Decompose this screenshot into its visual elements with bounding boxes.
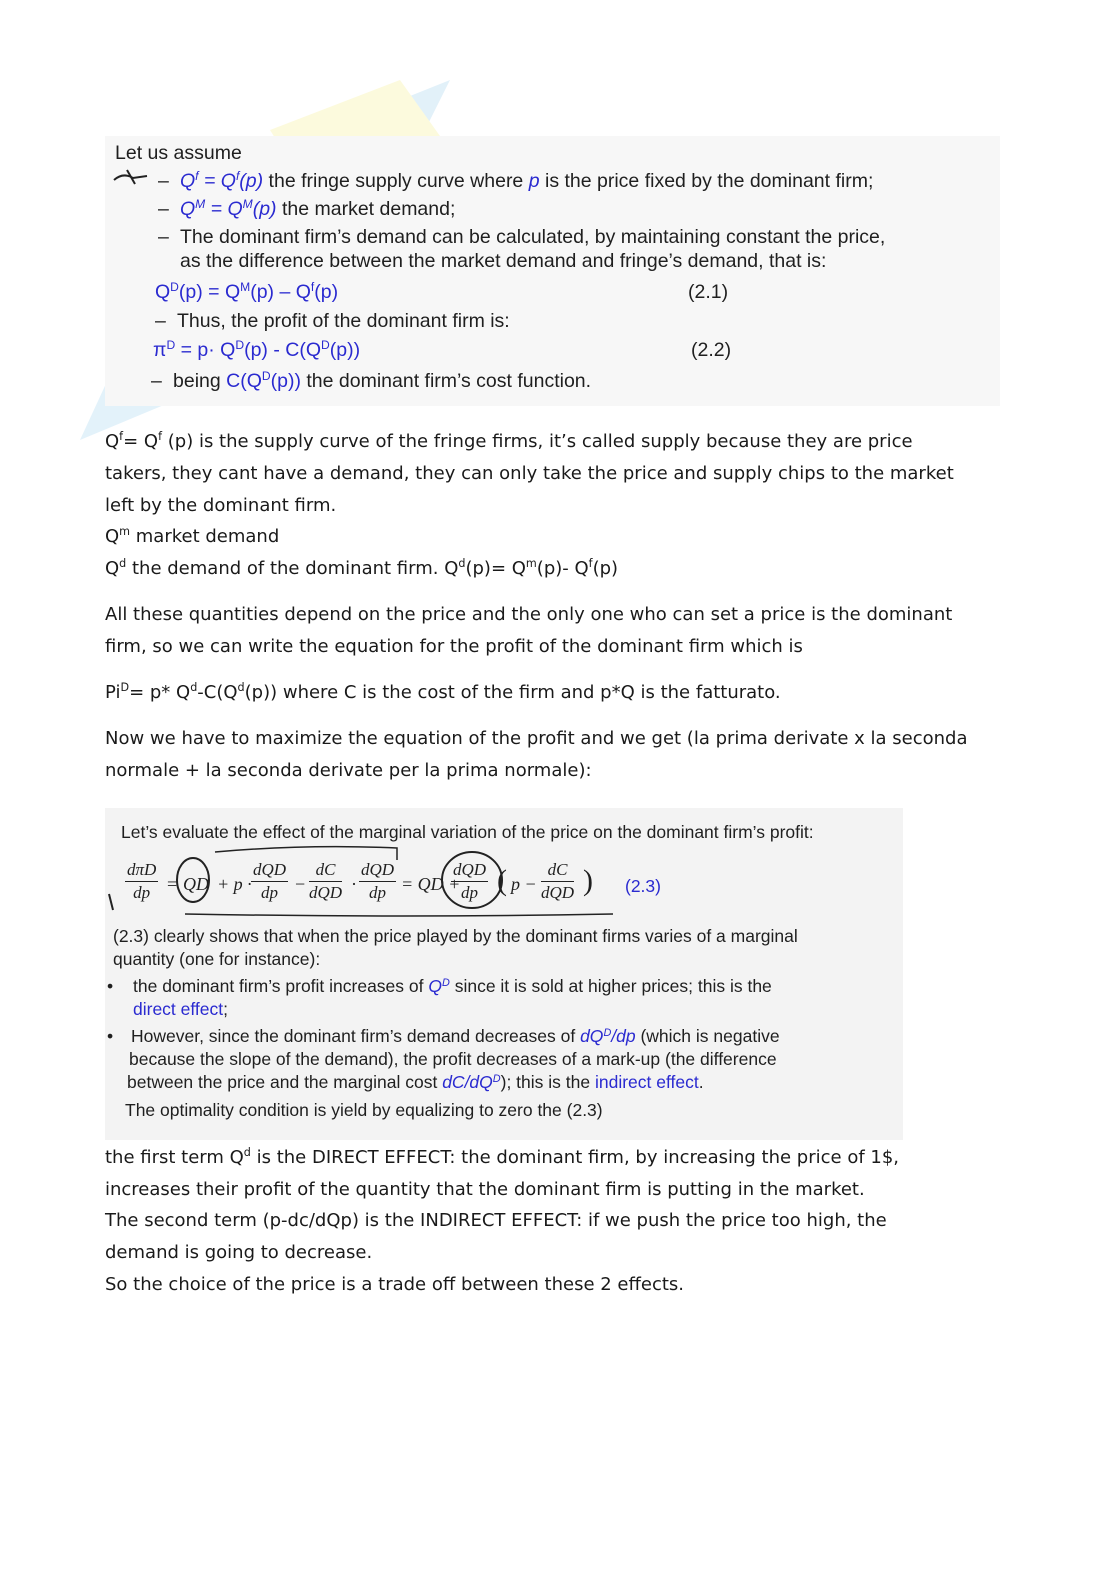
slide-excerpt-marginal-variation	[105, 808, 903, 1140]
slide-intro: Let us assume	[115, 142, 242, 164]
note-line: normale + la seconda derivate per la prima normale):	[105, 760, 592, 781]
formula-q-term: QD	[183, 874, 209, 894]
equation-2-2: $\pi^D = p\cdot Q^D(p) - C(Q^D(p))$	[153, 338, 361, 361]
formula-2-3-number: (2.3)	[625, 876, 661, 896]
bullet-indirect-effect: • However, since the dominant firm’s demand decreases of $dQ^D/dp$ (which is negative	[107, 1026, 780, 1046]
assumption-market-demand: – $Q^M = Q^M(p)$ the market demand;	[158, 197, 456, 220]
note-line: demand is going to decrease.	[105, 1242, 373, 1263]
slide2-explanation-cont: quantity (one for instance):	[113, 949, 321, 969]
formula-term-dqdp: dQD dp	[253, 860, 287, 902]
note-fringe-supply: $Q^f= Q^f$ (p) is the supply curve of the fringe firms, it’s called supply because they are price	[105, 430, 913, 452]
slide-excerpt-assumptions	[105, 136, 1000, 406]
profit-intro: – Thus, the profit of the dominant firm is:	[155, 310, 510, 332]
bullet-indirect-effect-cont2: between the price and the marginal cost $dC/dQ^D$); this is the indirect effect.	[127, 1072, 704, 1092]
note-direct-effect: the first term $Q^d$ is the DIRECT EFFECT: the dominant firm, by increasing the price of 1$,	[105, 1146, 900, 1168]
note-line: takers, they cant have a demand, they can only take the price and supply chips to the market	[105, 463, 954, 484]
equation-2-2-number: (2.2)	[691, 339, 732, 361]
note-line: increases their profit of the quantity that the dominant firm is putting in the market.	[105, 1179, 865, 1200]
optimality-condition: The optimality condition is yield by equalizing to zero the (2.3)	[125, 1100, 603, 1120]
note-dominant-demand: $Q^d$ the demand of the dominant firm. $Q^d(p)= Q^m(p)-$ $Q^f(p)$	[105, 557, 619, 579]
note-line: firm, so we can write the equation for the profit of the dominant firm which is	[105, 636, 803, 657]
cost-function-line: – being $C(Q^D(p))$ the dominant firm’s cost function.	[151, 369, 592, 392]
formula-equals-q: = QD +	[401, 874, 461, 894]
bullet-direct-effect: • the dominant firm’s profit increases of $Q^D$ since it is sold at higher prices; this is the	[107, 976, 772, 996]
bullet-direct-effect-cont: direct effect;	[133, 999, 229, 1019]
formula-term-dcdq-2: dC dQD	[541, 860, 575, 902]
note-line: All these quantities depend on the price and the only one who can set a price is the dominant	[105, 604, 953, 625]
assumption-dominant-demand-cont: as the difference between the market demand and fringe’s demand, that is:	[180, 250, 827, 272]
formula-p-minus: p −	[511, 874, 537, 894]
handwritten-arrow-icon	[111, 166, 151, 188]
slide2-explanation: (2.3) clearly shows that when the price played by the dominant firms varies of a marginal	[113, 926, 798, 946]
formula-lhs: dπD dp	[127, 860, 157, 902]
formula-term-dqdp-2: dQD dp	[361, 860, 395, 902]
note-line: left by the dominant firm.	[105, 495, 337, 516]
assumption-fringe-supply: – $Q^f = Q^f(p)$ the fringe supply curve where p is the price fixed by the dominant firm;	[158, 169, 874, 192]
note-market-demand: $Q^m$ market demand	[105, 525, 280, 547]
note-line: Now we have to maximize the equation of the profit and we get (la prima derivate x la seconda	[105, 728, 968, 749]
equation-2-1: $Q^D(p) = Q^M(p) - Q^f(p)$	[155, 280, 339, 303]
assumption-dominant-demand: – The dominant firm’s demand can be calculated, by maintaining constant the price,	[158, 226, 886, 248]
formula-equals: =	[167, 874, 178, 894]
formula-minus: −	[295, 874, 306, 894]
formula-paren-close: )	[583, 864, 593, 897]
slide2-title: Let’s evaluate the effect of the marginal variation of the price on the dominant firm’s profit:	[121, 822, 814, 842]
formula-paren-open: (	[497, 864, 507, 897]
formula-dot: ·	[351, 874, 357, 894]
formula-plus-p: + p ·	[217, 874, 252, 894]
note-trade-off: So the choice of the price is a trade off between these 2 effects.	[105, 1274, 685, 1295]
formula-term-dqdp-3: dQD dp	[453, 860, 487, 902]
equation-2-1-number: (2.1)	[688, 281, 729, 303]
formula-term-dcdq: dC dQD	[309, 860, 343, 902]
note-indirect-effect: The second term (p-dc/dQp) is the INDIRECT EFFECT: if we push the price too high, the	[105, 1210, 887, 1231]
note-profit-equation: $Pi^D= p*$ $Q^d-C(Q^d(p))$ where C is the cost of the firm and p*Q is the fatturato.	[105, 681, 781, 703]
bullet-indirect-effect-cont: because the slope of the demand), the profit decreases of a mark-up (the difference	[129, 1049, 777, 1069]
